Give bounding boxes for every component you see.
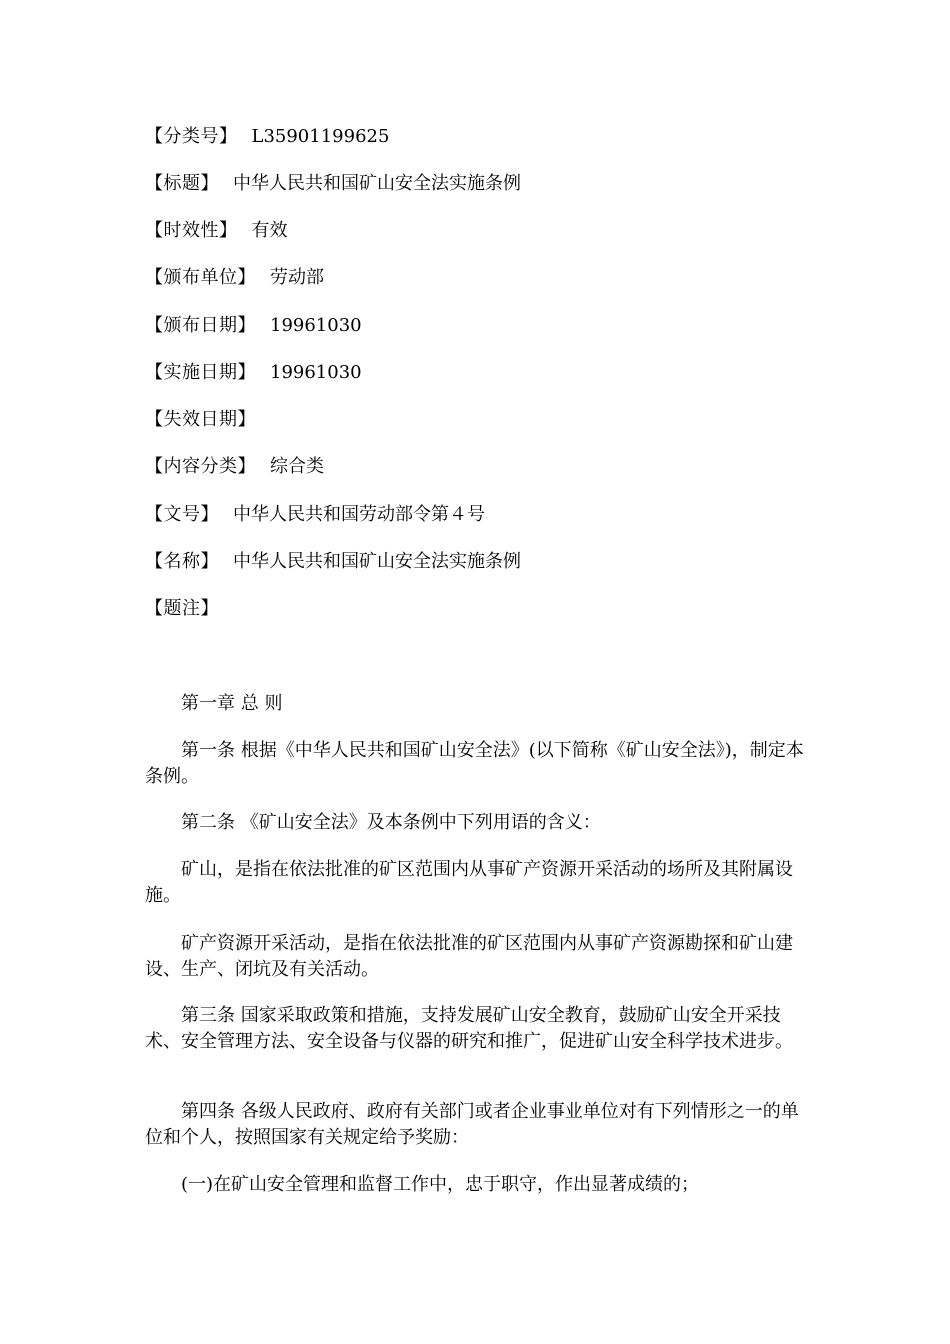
meta-label: 【颁布单位】 [145,267,256,288]
meta-label: 【名称】 [145,551,219,572]
chapter-heading: 第一章 总 则 [181,693,283,714]
meta-label: 【题注】 [145,598,219,619]
meta-label: 【时效性】 [145,220,238,241]
meta-document-number [145,502,485,528]
list-item-paragraph: (一)在矿山安全管理和监督工作中，忠于职守，作出显著成绩的； [181,1174,700,1195]
meta-label: 【失效日期】 [145,409,256,430]
meta-name [145,549,521,575]
article-paragraph: 第一条 根据《中华人民共和国矿山安全法》(以下简称《矿山安全法》)，制定本条例。 [145,740,804,787]
meta-value: 综合类 [270,456,324,477]
article-paragraph: 第四条 各级人民政府、政府有关部门或者企业事业单位对有下列情形之一的单位和个人，按照国家有关规定给予奖励： [145,1101,799,1148]
meta-value: 有效 [251,220,288,241]
definition-paragraph: 矿产资源开采活动，是指在依法批准的矿区范围内从事矿产资源勘探和矿山建设、生产、闭坑及有关活动。 [145,933,793,980]
meta-value: 19961030 [270,315,362,336]
meta-label: 【分类号】 [145,126,238,147]
article-paragraph: 第二条 《矿山安全法》及本条例中下列用语的含义： [181,812,601,833]
meta-value: 劳动部 [270,267,324,288]
meta-value: 中华人民共和国矿山安全法实施条例 [233,551,521,572]
meta-label: 【实施日期】 [145,362,256,383]
meta-expiry-date [145,407,270,433]
meta-validity [145,218,288,244]
meta-label: 【标题】 [145,173,219,194]
meta-label: 【内容分类】 [145,456,256,477]
definition-paragraph: 矿山，是指在依法批准的矿区范围内从事矿产资源开采活动的场所及其附属设施。 [145,859,793,906]
meta-issuing-authority [145,265,324,291]
meta-value: L35901199625 [251,126,390,147]
meta-issue-date [145,313,362,339]
article-paragraph: 第三条 国家采取政策和措施，支持发展矿山安全教育，鼓励矿山安全开采技术、安全管理方法、安全设备与仪器的研究和推广，促进矿山安全科学技术进步。 [145,1005,793,1052]
meta-title [145,171,521,197]
meta-value: 中华人民共和国劳动部令第４号 [233,504,485,525]
meta-content-category [145,454,324,480]
meta-value: 中华人民共和国矿山安全法实施条例 [233,173,521,194]
meta-classification-number [145,124,389,150]
meta-title-note [145,596,233,622]
meta-value: 19961030 [270,362,362,383]
meta-effective-date [145,360,362,386]
meta-label: 【颁布日期】 [145,315,256,336]
meta-label: 【文号】 [145,504,219,525]
